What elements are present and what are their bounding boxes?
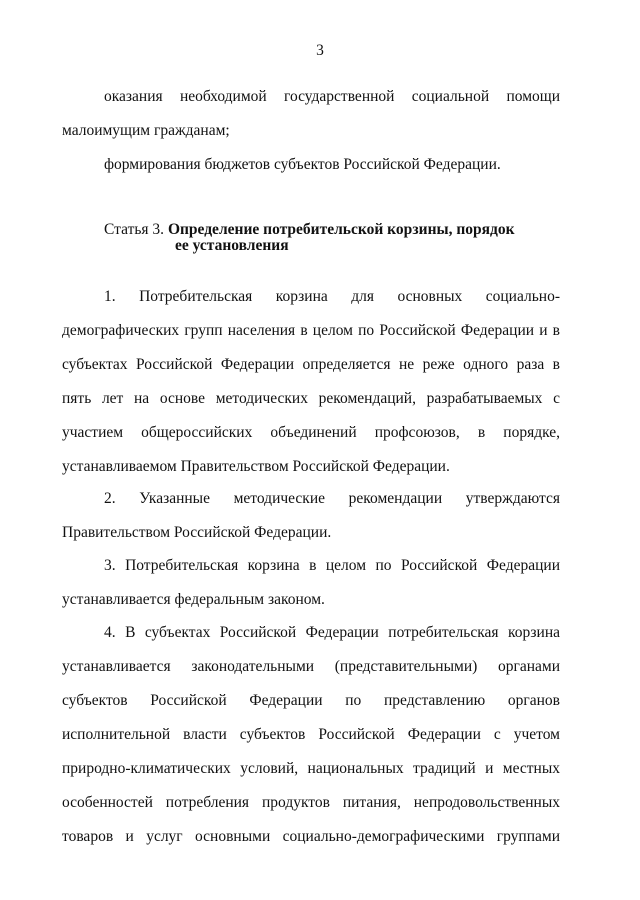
paragraph-line: 2. Указанные методические рекомендации утверждаются	[104, 490, 560, 507]
paragraph-line: субъектов Российской Федерации по представлению органов	[62, 692, 560, 709]
article-title: Определение потребительской корзины, порядок	[167, 221, 515, 238]
paragraph-line: 4. В субъектах Российской Федерации потребительская корзина	[104, 624, 560, 641]
paragraph-line: демографических групп населения в целом по Российской Федерации и в	[62, 322, 560, 339]
paragraph-line: товаров и услуг основными социально-демографическими группами	[62, 828, 560, 845]
paragraph-line: особенностей потребления продуктов питания, непродовольственных	[62, 794, 560, 811]
paragraph-line: устанавливается законодательными (представительными) органами	[62, 658, 560, 675]
paragraph-line: 3. Потребительская корзина в целом по Российской Федерации	[104, 557, 560, 574]
page-number: 3	[316, 42, 324, 59]
paragraph-line: оказания необходимой государственной социальной помощи	[104, 88, 560, 105]
paragraph-line: природно-климатических условий, национальных традиций и местных	[62, 760, 560, 777]
paragraph-line: 1. Потребительская корзина для основных социально-	[104, 288, 560, 305]
paragraph-line: формирования бюджетов субъектов Российской Федерации.	[104, 156, 501, 173]
paragraph-line: устанавливается федеральным законом.	[62, 591, 325, 608]
article-label: Статья 3.	[104, 221, 165, 238]
paragraph-line: участием общероссийских объединений профсоюзов, в порядке,	[62, 424, 560, 441]
article-title-continued: ее установления	[175, 237, 289, 254]
paragraph-line: исполнительной власти субъектов Российской Федерации с учетом	[62, 726, 560, 743]
article-heading	[104, 220, 515, 240]
paragraph-line: устанавливаемом Правительством Российской Федерации.	[62, 458, 450, 475]
paragraph-line: малоимущим гражданам;	[62, 122, 230, 139]
paragraph-line: Правительством Российской Федерации.	[62, 524, 332, 541]
paragraph-line: пять лет на основе методических рекомендаций, разрабатываемых с	[62, 390, 560, 407]
paragraph-line: субъектах Российской Федерации определяется не реже одного раза в	[62, 356, 560, 373]
